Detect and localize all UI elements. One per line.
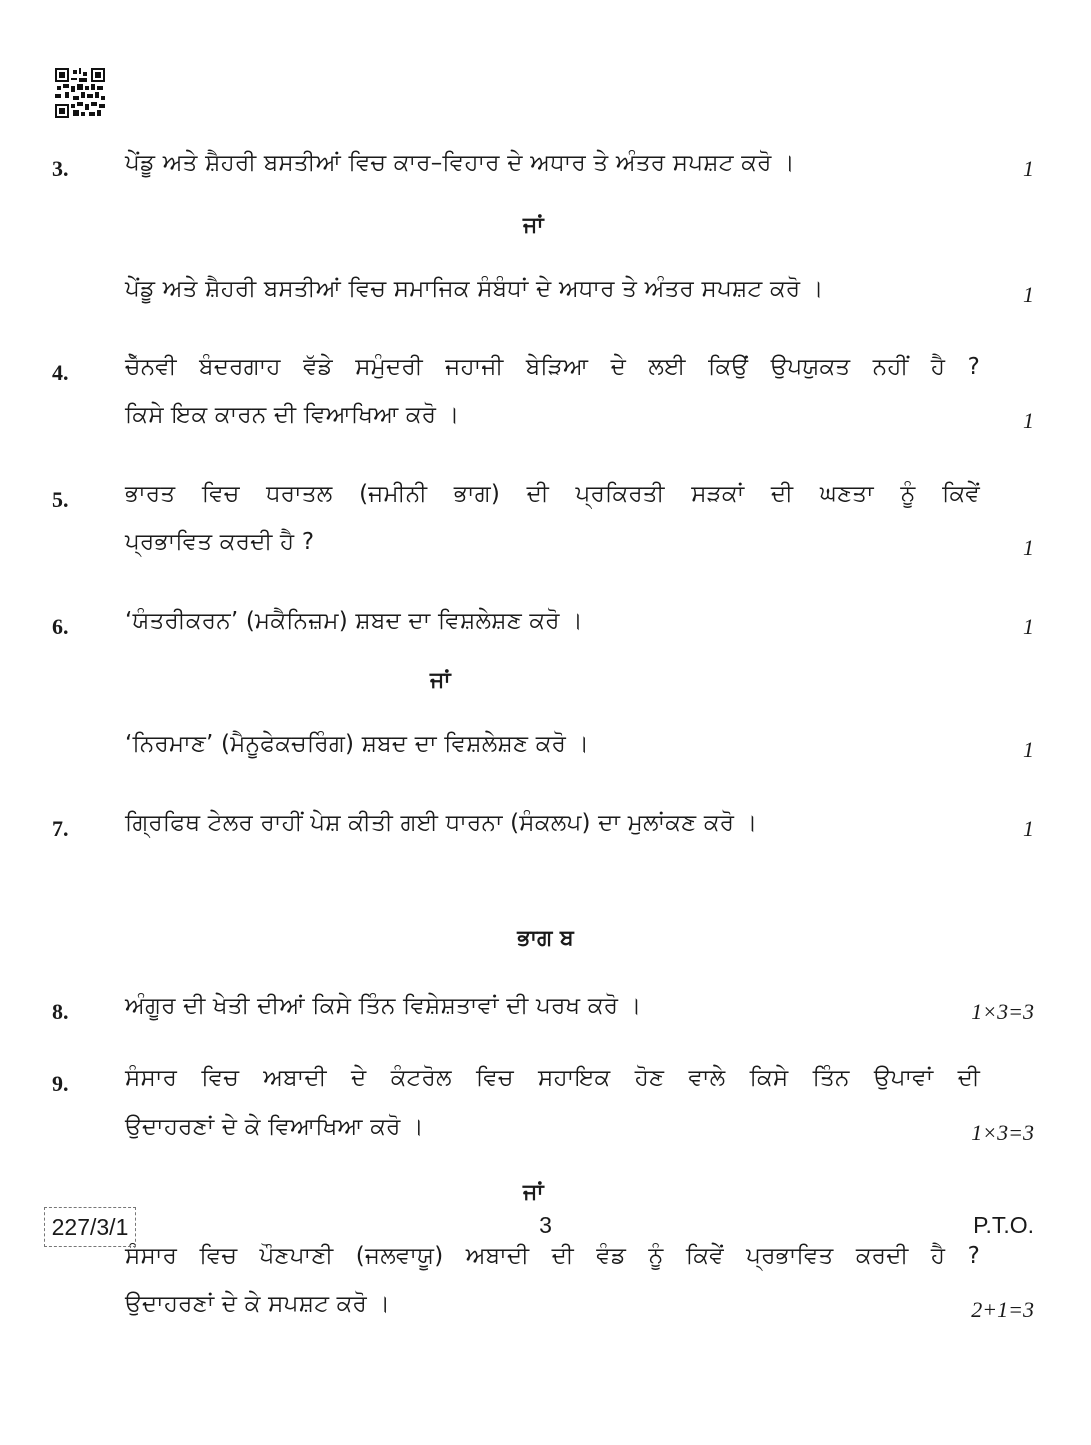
question-text: ਅੰਗੂਰ ਦੀ ਖੇਤੀ ਦੀਆਂ ਕਿਸੇ ਤਿੰਨ ਵਿਸ਼ੇਸ਼ਤਾਵਾਂ ਦੀ ਪਰਖ ਕਰੋ ।: [125, 993, 642, 1019]
question-number: 8.: [52, 999, 69, 1024]
question-text: ਪ੍ਰਭਾਵਿਤ ਕਰਦੀ ਹੈ ?: [125, 529, 315, 555]
question-text: ਭਾਰਤ ਵਿਚ ਧਰਾਤਲ (ਜਮੀਨੀ ਭਾਗ) ਦੀ ਪ੍ਰਕਿਰਤੀ ਸੜਕਾਂ ਦੀ ਘਣਤਾ ਨੂੰ ਕਿਵੇਂ: [125, 481, 980, 507]
question-text: ਸੰਸਾਰ ਵਿਚ ਅਬਾਦੀ ਦੇ ਕੰਟਰੋਲ ਵਿਚ ਸਹਾਇਕ ਹੋਣ ਵਾਲੇ ਕਿਸੇ ਤਿੰਨ ਉਪਾਵਾਂ ਦੀ: [125, 1065, 980, 1091]
question-text: ਉਦਾਹਰਣਾਂ ਦੇ ਕੇ ਸਪਸ਼ਟ ਕਰੋ ।: [125, 1291, 391, 1317]
question-marks: 1: [1023, 408, 1034, 433]
question-marks: 1: [1023, 282, 1034, 307]
question-number: 5.: [52, 487, 69, 512]
question-marks: 1: [1023, 816, 1034, 841]
question-marks: 1: [1023, 156, 1034, 181]
question-marks: 1: [1023, 614, 1034, 639]
question-number: 4.: [52, 360, 69, 385]
qr-code-icon: [55, 68, 105, 118]
question-number: 9.: [52, 1071, 69, 1096]
or-label: ਜਾਂ: [523, 1180, 544, 1205]
page-number: 3: [539, 1212, 552, 1238]
question-text: ਸੰਸਾਰ ਵਿਚ ਪੌਣਪਾਣੀ (ਜਲਵਾਯੂ) ਅਬਾਦੀ ਦੀ ਵੰਡ ਨੂੰ ਕਿਵੇਂ ਪ੍ਰਭਾਵਿਤ ਕਰਦੀ ਹੈ ?: [125, 1243, 980, 1269]
question-text: ‘ਨਿਰਮਾਣ’ (ਮੈਨੂਫੇਕਚਰਿੰਗ) ਸ਼ਬਦ ਦਾ ਵਿਸ਼ਲੇਸ਼ਣ ਕਰੋ ।: [125, 731, 590, 757]
question-text: ਕਿਸੇ ਇਕ ਕਾਰਨ ਦੀ ਵਿਆਖਿਆ ਕਰੋ ।: [125, 402, 460, 428]
pto-label: P.T.O.: [973, 1212, 1034, 1238]
question-text: ‘ਯੰਤਰੀਕਰਨ’ (ਮਕੈਨਿਜ਼ਮ) ਸ਼ਬਦ ਦਾ ਵਿਸ਼ਲੇਸ਼ਣ ਕਰੋ ।: [125, 608, 583, 634]
question-text: ਪੇਂਡੂ ਅਤੇ ਸ਼ੈਹਰੀ ਬਸਤੀਆਂ ਵਿਚ ਸਮਾਜਿਕ ਸੰਬੰਧਾਂ ਦੇ ਅਧਾਰ ਤੇ ਅੰਤਰ ਸਪਸ਼ਟ ਕਰੋ ।: [125, 276, 824, 302]
question-text: ਗ੍ਰਿਫਿਥ ਟੇਲਰ ਰਾਹੀਂ ਪੇਸ਼ ਕੀਤੀ ਗਈ ਧਾਰਨਾ (ਸੰਕਲਪ) ਦਾ ਮੁਲਾਂਕਣ ਕਰੋ ।: [125, 810, 758, 836]
question-number: 7.: [52, 816, 69, 841]
question-number: 6.: [52, 614, 69, 639]
or-label: ਜਾਂ: [430, 668, 451, 693]
question-text: ਪੇਂਡੂ ਅਤੇ ਸ਼ੈਹਰੀ ਬਸਤੀਆਂ ਵਿਚ ਕਾਰ–ਵਿਹਾਰ ਦੇ ਅਧਾਰ ਤੇ ਅੰਤਰ ਸਪਸ਼ਟ ਕਰੋ ।: [125, 150, 795, 176]
question-marks: 2+1=3: [971, 1297, 1034, 1322]
section-heading: ਭਾਗ ਬ: [517, 926, 574, 951]
paper-code: 227/3/1: [44, 1207, 136, 1247]
question-marks: 1×3=3: [971, 999, 1034, 1024]
question-text: ਉਦਾਹਰਣਾਂ ਦੇ ਕੇ ਵਿਆਖਿਆ ਕਰੋ ।: [125, 1114, 424, 1140]
question-marks: 1: [1023, 737, 1034, 762]
question-number: 3.: [52, 156, 69, 181]
question-text: ਚੇੱਨਵੀ ਬੰਦਰਗਾਹ ਵੱਡੇ ਸਮੁੰਦਰੀ ਜਹਾਜੀ ਬੇੜਿਆ ਦੇ ਲਈ ਕਿਉਂ ਉਪਯੁਕਤ ਨਹੀਂ ਹੈ ?: [125, 354, 980, 380]
question-marks: 1: [1023, 535, 1034, 560]
or-label: ਜਾਂ: [523, 213, 544, 238]
question-marks: 1×3=3: [971, 1120, 1034, 1145]
